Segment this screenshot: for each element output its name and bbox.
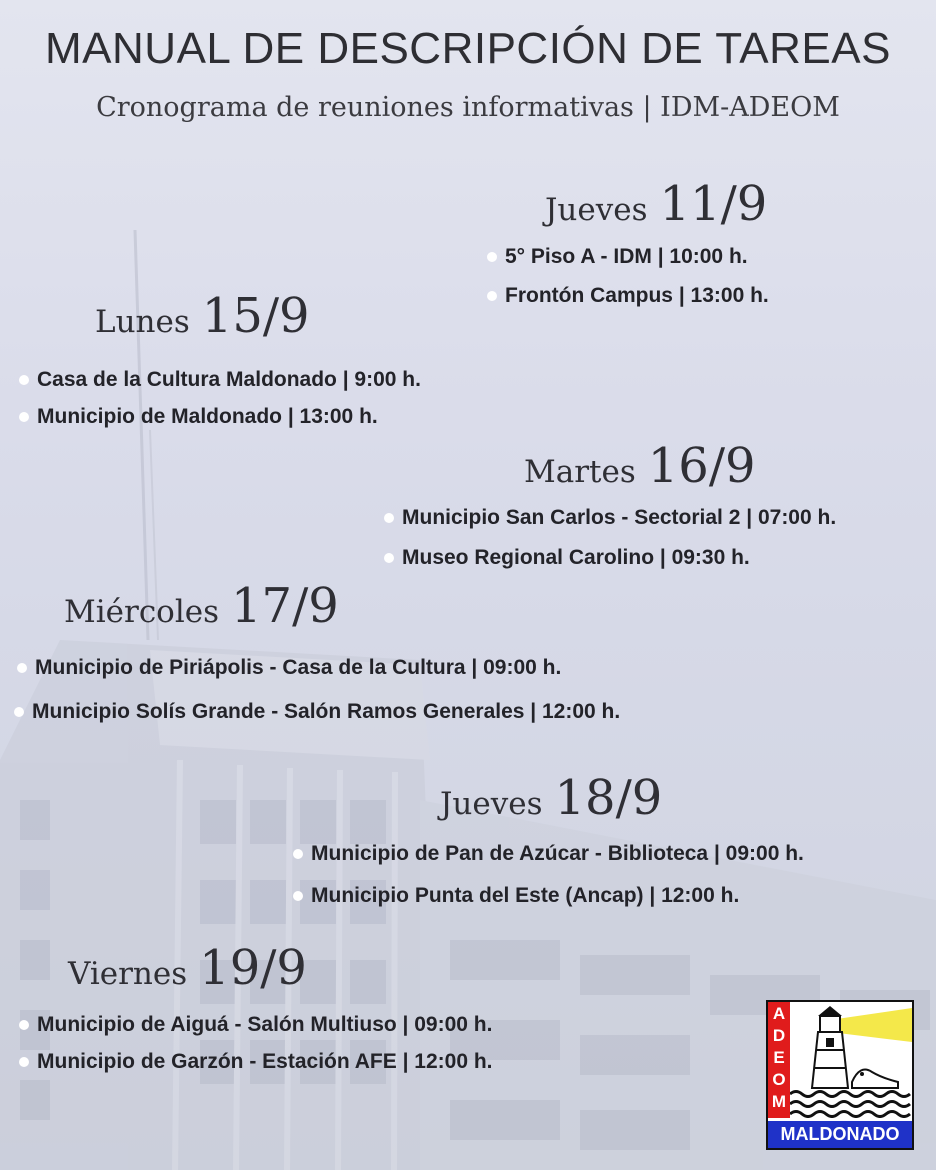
bullet-icon	[19, 1020, 29, 1030]
bullet-icon	[19, 375, 29, 385]
logo-letter: O	[772, 1070, 786, 1089]
schedule-item	[293, 884, 739, 908]
bullet-icon	[293, 849, 303, 859]
schedule-item	[19, 405, 378, 429]
day-heading-lunes-15	[95, 288, 310, 344]
bullet-icon	[487, 291, 497, 301]
logo-red-band	[768, 1002, 790, 1118]
schedule-item-text: Municipio Punta del Este (Ancap) | 12:00 h.	[311, 884, 740, 907]
bullet-icon	[19, 412, 29, 422]
logo-letter: D	[772, 1026, 786, 1045]
day-date: 17/9	[231, 578, 339, 634]
logo-letter: A	[772, 1004, 786, 1023]
bullet-icon	[487, 252, 497, 262]
day-heading-jueves-11	[545, 176, 767, 232]
schedule-item-text: Frontón Campus | 13:00 h.	[505, 284, 769, 307]
schedule-item	[19, 1050, 493, 1074]
schedule-item-text: Museo Regional Carolino | 09:30 h.	[402, 546, 750, 569]
schedule-item	[19, 1013, 492, 1037]
adeom-maldonado-logo	[766, 1000, 914, 1150]
schedule-item-text: Municipio de Garzón - Estación AFE | 12:00 h.	[37, 1050, 493, 1073]
schedule-item-text: Municipio de Piriápolis - Casa de la Cultura | 09:00 h.	[35, 656, 562, 679]
bullet-icon	[19, 1057, 29, 1067]
logo-letter: E	[773, 1048, 785, 1067]
bullet-icon	[17, 663, 27, 673]
schedule-item	[293, 842, 804, 866]
day-date: 16/9	[647, 438, 756, 494]
day-heading-viernes-19	[68, 940, 307, 996]
bullet-icon	[384, 553, 394, 563]
day-name: Jueves	[440, 786, 543, 822]
schedule-item	[384, 546, 750, 570]
bullet-icon	[384, 513, 394, 523]
day-heading-jueves-18	[440, 770, 662, 826]
schedule-item-text: Municipio de Maldonado | 13:00 h.	[37, 405, 378, 428]
schedule-item	[487, 245, 748, 269]
day-date: 11/9	[659, 176, 768, 232]
page-title: MANUAL DE DESCRIPCIÓN DE TAREAS	[45, 24, 891, 73]
schedule-item	[14, 700, 620, 724]
schedule-item-text: Municipio Solís Grande - Salón Ramos Generales | 12:00 h.	[32, 700, 621, 723]
day-name: Jueves	[545, 192, 648, 228]
schedule-item-text: Municipio de Aiguá - Salón Multiuso | 09:00 h.	[37, 1013, 493, 1036]
day-name: Lunes	[95, 304, 190, 340]
schedule-item	[487, 284, 769, 308]
day-date: 19/9	[199, 940, 307, 996]
day-heading-miercoles-17	[64, 578, 339, 634]
schedule-item-text: Municipio de Pan de Azúcar - Biblioteca | 09:00 h.	[311, 842, 804, 865]
day-name: Viernes	[68, 956, 188, 992]
day-name: Martes	[524, 454, 636, 490]
schedule-item-text: Municipio San Carlos - Sectorial 2 | 07:00 h.	[402, 506, 837, 529]
day-date: 18/9	[554, 770, 663, 826]
bullet-icon	[14, 707, 24, 717]
day-date: 15/9	[201, 288, 310, 344]
schedule-item	[17, 656, 561, 680]
logo-caption: MALDONADO	[768, 1121, 912, 1148]
bullet-icon	[293, 891, 303, 901]
logo-letter: M	[771, 1092, 787, 1111]
page-subtitle: Cronograma de reuniones informativas | IDM-ADEOM	[96, 92, 840, 123]
schedule-item-text: Casa de la Cultura Maldonado | 9:00 h.	[37, 368, 421, 391]
schedule-item	[384, 506, 836, 530]
schedule-item	[19, 368, 421, 392]
lighthouse-icon	[790, 1002, 912, 1118]
day-heading-martes-16	[524, 438, 756, 494]
schedule-item-text: 5° Piso A - IDM | 10:00 h.	[505, 245, 748, 268]
day-name: Miércoles	[64, 594, 220, 630]
